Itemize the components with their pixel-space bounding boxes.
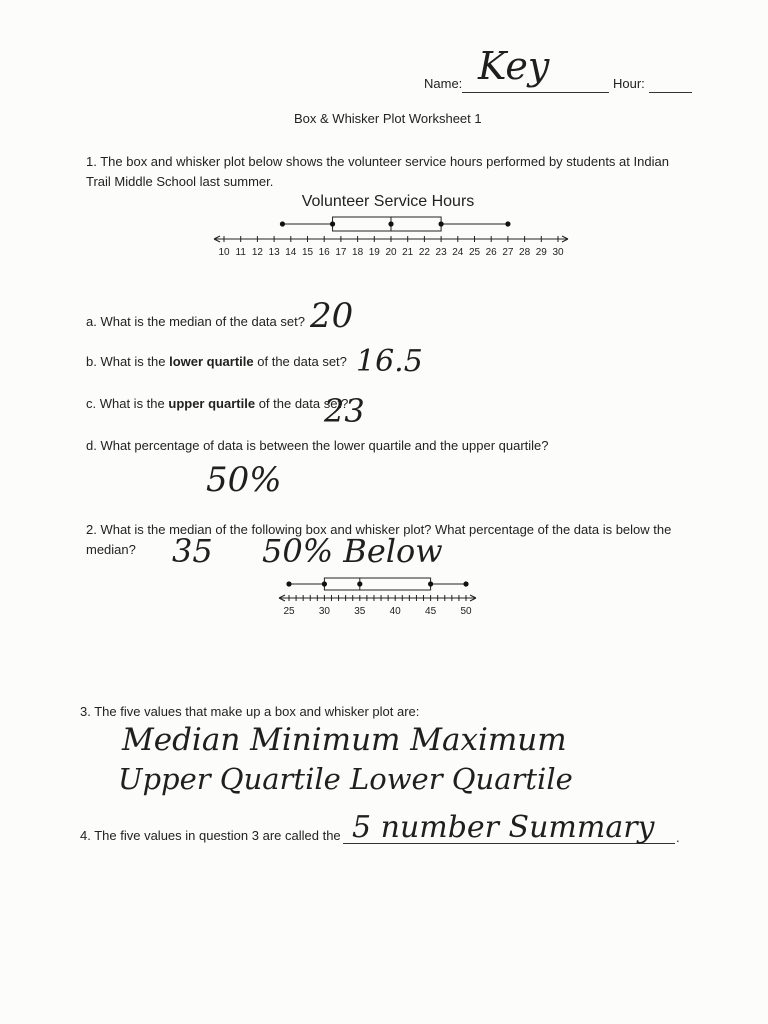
tick-label: 50 — [460, 606, 472, 617]
tick-label: 25 — [283, 606, 295, 617]
name-label: Name: — [424, 76, 463, 91]
q4-end-mark: . — [676, 830, 680, 845]
tick-label: 40 — [389, 606, 401, 617]
tick-label: 21 — [402, 247, 414, 258]
box-plot-2 — [270, 570, 500, 626]
tick-label: 10 — [218, 247, 230, 258]
q2-answer-percent: 50% Below — [262, 532, 443, 570]
tick-label: 30 — [318, 606, 330, 617]
tick-label: 14 — [285, 247, 297, 258]
tick-label: 35 — [354, 606, 366, 617]
tick-label: 29 — [535, 247, 547, 258]
q4-answer: 5 number Summary — [352, 810, 655, 845]
q1c-bold: upper quartile — [168, 396, 256, 411]
tick-label: 12 — [251, 247, 263, 258]
point-min — [280, 221, 285, 226]
q1a-question: a. What is the median of the data set? — [86, 314, 305, 329]
tick-label: 27 — [502, 247, 514, 258]
tick-label: 13 — [268, 247, 280, 258]
tick-label: 18 — [352, 247, 364, 258]
q1b-bold: lower quartile — [169, 354, 254, 369]
q3-answer-line2: Upper Quartile Lower Quartile — [118, 762, 573, 796]
point-q1 — [322, 581, 327, 586]
name-value: Key — [478, 44, 550, 88]
q1b-answer: 16.5 — [356, 344, 423, 379]
q1c-prefix: c. What is the — [86, 396, 165, 411]
tick-label: 24 — [452, 247, 464, 258]
tick-label: 16 — [318, 247, 330, 258]
q1c-question — [86, 396, 348, 411]
q2-answer-median: 35 — [172, 532, 213, 570]
point-min — [286, 581, 291, 586]
box-iqr — [333, 217, 442, 231]
worksheet-title: Box & Whisker Plot Worksheet 1 — [294, 111, 482, 126]
point-max — [505, 221, 510, 226]
point-q3 — [428, 581, 433, 586]
q4-prompt: 4. The five values in question 3 are called the — [80, 828, 341, 843]
tick-label: 23 — [435, 247, 447, 258]
tick-label: 15 — [301, 247, 314, 258]
q2-prompt-line2: median? — [86, 542, 136, 557]
q1b-question — [86, 354, 347, 369]
chart-title: Volunteer Service Hours — [301, 193, 475, 210]
q1-prompt-line1: 1. The box and whisker plot below shows the volunteer service hours performed by students at Indian — [86, 154, 669, 169]
tick-label: 25 — [468, 247, 481, 258]
box-plot-1 — [200, 186, 580, 268]
tick-label: 22 — [418, 247, 430, 258]
tick-label: 30 — [552, 247, 564, 258]
q3-answer-line1: Median Minimum Maximum — [122, 722, 567, 758]
q1b-prefix: b. What is the — [86, 354, 166, 369]
hour-line — [649, 92, 692, 93]
point-max — [463, 581, 468, 586]
q2-prompt-line1: 2. What is the median of the following box and whisker plot? What percentage of the data is below the — [86, 522, 672, 537]
tick-label: 28 — [519, 247, 531, 258]
q1d-answer: 50% — [206, 460, 282, 500]
q1c-suffix: of the data set? — [258, 396, 349, 411]
point-q1 — [330, 221, 335, 226]
tick-label: 17 — [335, 247, 347, 258]
q1a-answer: 20 — [310, 296, 354, 336]
point-median — [357, 581, 362, 586]
tick-label: 26 — [485, 247, 497, 258]
q1d-question: d. What percentage of data is between the lower quartile and the upper quartile? — [86, 438, 549, 453]
point-median — [388, 221, 393, 226]
point-q3 — [439, 221, 444, 226]
tick-label: 20 — [385, 247, 397, 258]
q1-prompt-line2: Trail Middle School last summer. — [86, 174, 274, 189]
tick-label: 19 — [368, 247, 380, 258]
tick-label: 45 — [425, 606, 437, 617]
q3-prompt: 3. The five values that make up a box and whisker plot are: — [80, 704, 420, 719]
q1c-answer: 23 — [324, 392, 365, 430]
hour-label: Hour: — [613, 76, 645, 91]
box-iqr — [324, 578, 430, 590]
q1b-suffix: of the data set? — [257, 354, 347, 369]
name-line — [462, 92, 609, 93]
tick-label: 11 — [235, 247, 246, 258]
